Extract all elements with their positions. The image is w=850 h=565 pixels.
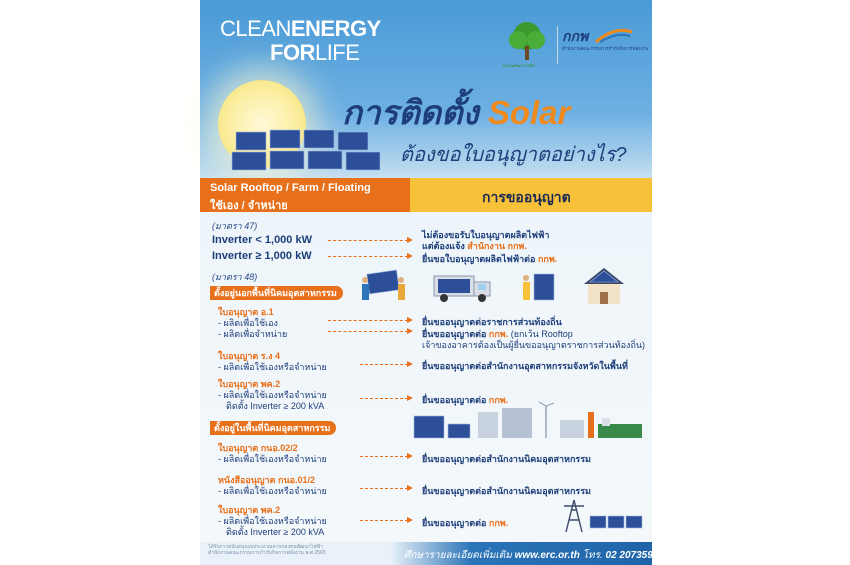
- license-ieat-012-item-1: - ผลิตเพื่อใช้เองหรือจำหน่าย: [218, 486, 327, 496]
- license-pk2-outside-item-1: - ผลิตเพื่อใช้เองหรือจำหน่าย: [218, 390, 327, 400]
- license-ieat-022-item-1: - ผลิตเพื่อใช้เองหรือจำหน่าย: [218, 454, 327, 464]
- footer-contact: ศึกษารายละเอียดเพิ่มเติม www.erc.or.th โทร. 02 2073599: [404, 550, 659, 561]
- inverter-large-label: Inverter ≥ 1,000 kW: [212, 250, 312, 262]
- footer-sponsor-note: ได้รับการสนับสนุนงบประมาณจากกองทุนพัฒนาไฟฟ้า สำนักงานคณะกรรมการกำกับกิจการพลังงาน พ.ศ.2565: [208, 544, 326, 556]
- tree-logo-icon: [506, 20, 548, 64]
- header-left-line-1: Solar Rooftop / Farm / Floating: [210, 182, 371, 194]
- license-ieat-012: หนังสืออนุญาต กนอ.01/2: [218, 475, 316, 485]
- worker-panel-stand-illustration: [518, 270, 558, 306]
- result-48-out-4: ยื่นขออนุญาตต่อ กกพ.: [422, 395, 509, 405]
- result-48-in-3: ยื่นขออนุญาตต่อ กกพ.: [422, 518, 509, 528]
- workers-panel-illustration: [360, 266, 406, 306]
- arrow-48-3: [360, 364, 408, 365]
- arrow-47-1: [328, 240, 408, 241]
- inverter-small-label: Inverter < 1,000 kW: [212, 234, 312, 246]
- result-48-out-3: ยื่นขออนุญาตต่อสำนักงานอุตสาหกรรมจังหวัดในพื้นที่: [422, 361, 628, 371]
- result-48-out-2: ยื่นขออนุญาตต่อ กกพ. (ยกเว้น Rooftop: [422, 329, 573, 339]
- page-subtitle: ต้องขอใบอนุญาตอย่างไร?: [400, 144, 627, 166]
- license-rong4-item-1: - ผลิตเพื่อใช้เองหรือจำหน่าย: [218, 362, 327, 372]
- result-47-2: ยื่นขอใบอนุญาตผลิตไฟฟ้าต่อ กกพ.: [422, 254, 558, 264]
- arrow-48-1: [328, 320, 408, 321]
- result-48-out-2-note: เจ้าของอาคารต้องเป็นผู้ยื่นขออนุญาตราชการส่วนท้องถิ่น): [422, 340, 646, 350]
- license-a1-item-2: - ผลิตเพื่อจำหน่าย: [218, 329, 288, 339]
- license-pk2-inside-item-2: ติดตั้ง Inverter ≥ 200 kVA: [226, 527, 325, 537]
- license-pk2-outside-item-2: ติดตั้ง Inverter ≥ 200 kVA: [226, 401, 325, 411]
- license-a1: ใบอนุญาต อ.1: [218, 307, 274, 317]
- brand-line-1: CLEANENERGY: [220, 16, 381, 41]
- industrial-estate-illustration: [414, 402, 644, 442]
- header-right-title: การขออนุญาต: [482, 189, 571, 205]
- power-tower-illustration: [546, 498, 646, 534]
- tag-inside-industrial: ตั้งอยู่ในพื้นที่นิคมอุตสาหกรรม: [210, 421, 336, 435]
- license-pk2-inside-item-1: - ผลิตเพื่อใช้เองหรือจำหน่าย: [218, 516, 327, 526]
- erc-swoosh-icon: [594, 28, 634, 44]
- license-pk2-outside: ใบอนุญาต พค.2: [218, 379, 281, 389]
- arrow-47-2: [328, 256, 408, 257]
- house-rooftop-illustration: [580, 264, 626, 306]
- result-48-in-2: ยื่นขออนุญาตต่อสำนักงานนิคมอุตสาหกรรม: [422, 486, 591, 496]
- truck-illustration: [432, 272, 494, 304]
- section-47-label: (มาตรา 47): [212, 221, 258, 231]
- license-a1-item-1: - ผลิตเพื่อใช้เอง: [218, 318, 278, 328]
- result-48-out-1: ยื่นขออนุญาตต่อราชการส่วนท้องถิ่น: [422, 317, 562, 327]
- logo-divider: [557, 26, 558, 64]
- license-pk2-inside: ใบอนุญาต พค.2: [218, 505, 281, 515]
- infographic-poster: [200, 0, 659, 565]
- erc-logo-mark: กกพ: [562, 28, 589, 44]
- arrow-48-6: [360, 488, 408, 489]
- arrow-48-4: [360, 398, 408, 399]
- result-47-1-line-2: แต่ต้องแจ้ง สำนักงาน กกพ.: [422, 241, 527, 251]
- page-title: การติดตั้ง Solar: [342, 94, 571, 131]
- result-48-in-1: ยื่นขออนุญาตต่อสำนักงานนิคมอุตสาหกรรม: [422, 454, 591, 464]
- result-47-1-line-1: ไม่ต้องขอรับใบอนุญาตผลิตไฟฟ้า: [422, 230, 550, 240]
- erc-logo-name: สำนักงานคณะกรรมการกำกับกิจการพลังงาน: [562, 46, 649, 51]
- arrow-48-5: [360, 456, 408, 457]
- license-rong4: ใบอนุญาต ร.ง 4: [218, 351, 280, 361]
- tag-outside-industrial: ตั้งอยู่นอกพื้นที่นิคมอุตสาหกรรม: [210, 286, 343, 300]
- arrow-48-7: [360, 520, 408, 521]
- license-ieat-022: ใบอนุญาต กนอ.02/2: [218, 443, 298, 453]
- tree-logo-caption: กองทุนพัฒนาไฟฟ้า: [502, 63, 536, 68]
- brand-line-2: FORLIFE: [270, 40, 360, 65]
- footer-website-link[interactable]: www.erc.or.th: [514, 550, 580, 561]
- header-left-line-2: ใช้เอง / จำหน่าย: [210, 200, 288, 212]
- section-48-label: (มาตรา 48): [212, 272, 258, 282]
- arrow-48-2: [328, 331, 408, 332]
